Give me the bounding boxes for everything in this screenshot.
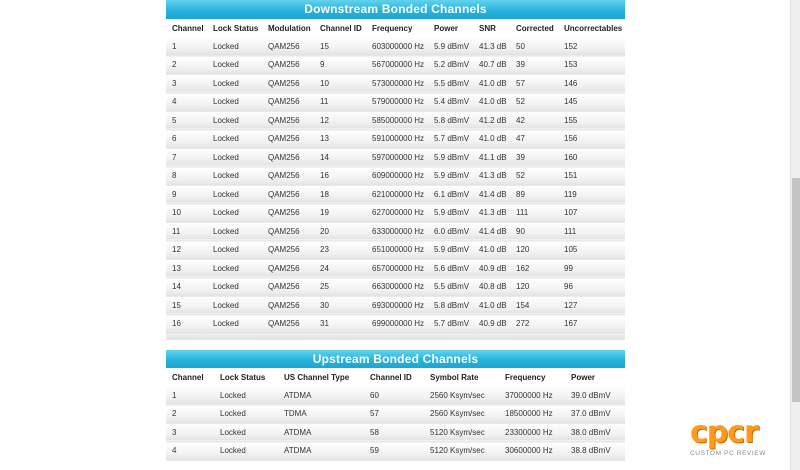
table-cell: 272 (510, 315, 558, 334)
cpcr-watermark-logo (690, 415, 786, 466)
table-cell: 657000000 Hz (366, 259, 428, 278)
table-cell: 5.9 dBmV (428, 37, 473, 56)
table-cell: 41.3 dB (473, 37, 510, 56)
table-cell: 6.0 dBmV (428, 222, 473, 241)
table-cell: 11 (166, 222, 207, 241)
downstream-column-header: Modulation (262, 19, 314, 37)
upstream-title: Upstream Bonded Channels (166, 350, 625, 368)
downstream-column-header: Lock Status (207, 19, 262, 37)
table-row (166, 204, 625, 223)
table-cell: 57 (364, 405, 424, 424)
downstream-column-header: Uncorrectables (558, 19, 625, 37)
table-cell: 597000000 Hz (366, 148, 428, 167)
table-row (166, 296, 625, 315)
table-cell: 1 (166, 37, 207, 56)
table-cell: 151 (558, 167, 625, 186)
upstream-column-header: Lock Status (214, 368, 278, 386)
table-cell: 609000000 Hz (366, 167, 428, 186)
table-cell: 4 (166, 442, 214, 461)
downstream-panel-footer (166, 334, 625, 340)
table-cell: QAM256 (262, 74, 314, 93)
table-cell: ATDMA (278, 442, 364, 461)
table-cell: 156 (558, 130, 625, 149)
table-cell: 41.2 dB (473, 111, 510, 130)
table-cell: QAM256 (262, 259, 314, 278)
table-cell: 12 (314, 111, 366, 130)
table-cell: Locked (214, 423, 278, 442)
scrollbar-thumb[interactable] (792, 178, 800, 402)
table-cell: 59 (364, 442, 424, 461)
table-cell: 5.4 dBmV (428, 93, 473, 112)
table-cell: 591000000 Hz (366, 130, 428, 149)
table-cell: QAM256 (262, 185, 314, 204)
downstream-column-header: Frequency (366, 19, 428, 37)
table-cell: 5.5 dBmV (428, 278, 473, 297)
table-cell: Locked (207, 259, 262, 278)
table-cell: 39.0 dBmV (565, 386, 625, 405)
upstream-table-header (166, 368, 625, 386)
table-cell: QAM256 (262, 222, 314, 241)
table-cell: 2 (166, 56, 207, 75)
table-cell: Locked (207, 222, 262, 241)
table-row (166, 386, 625, 405)
table-cell: Locked (207, 204, 262, 223)
table-cell: 167 (558, 315, 625, 334)
table-cell: 160 (558, 148, 625, 167)
table-cell: Locked (207, 111, 262, 130)
table-cell: 16 (166, 315, 207, 334)
downstream-column-header: Power (428, 19, 473, 37)
table-cell: QAM256 (262, 315, 314, 334)
table-cell: Locked (207, 185, 262, 204)
table-cell: 105 (558, 241, 625, 260)
table-cell: 567000000 Hz (366, 56, 428, 75)
table-cell: QAM256 (262, 204, 314, 223)
table-cell: 146 (558, 74, 625, 93)
table-cell: QAM256 (262, 278, 314, 297)
table-cell: 30 (314, 296, 366, 315)
table-cell: 42 (510, 111, 558, 130)
table-cell: 99 (558, 259, 625, 278)
table-cell: 4 (166, 93, 207, 112)
table-cell: Locked (214, 386, 278, 405)
table-cell: 5.7 dBmV (428, 315, 473, 334)
table-cell: 107 (558, 204, 625, 223)
table-cell: 3 (166, 423, 214, 442)
table-cell: 5.8 dBmV (428, 111, 473, 130)
table-cell: 15 (166, 296, 207, 315)
upstream-table-body (166, 386, 625, 460)
downstream-column-header: Corrected (510, 19, 558, 37)
table-cell: QAM256 (262, 241, 314, 260)
table-cell: Locked (214, 405, 278, 424)
table-cell: 5.9 dBmV (428, 204, 473, 223)
table-cell: QAM256 (262, 167, 314, 186)
table-cell: 41.3 dB (473, 167, 510, 186)
table-cell: 60 (364, 386, 424, 405)
table-cell: 23 (314, 241, 366, 260)
table-cell: 41.4 dB (473, 185, 510, 204)
table-cell: 2560 Ksym/sec (424, 405, 499, 424)
table-cell: 6 (166, 130, 207, 149)
table-cell: 119 (558, 185, 625, 204)
table-cell: 111 (558, 222, 625, 241)
table-cell: 31 (314, 315, 366, 334)
table-row (166, 405, 625, 424)
table-row (166, 74, 625, 93)
downstream-panel (166, 0, 625, 340)
table-cell: 9 (314, 56, 366, 75)
table-cell: 5.9 dBmV (428, 241, 473, 260)
table-cell: 25 (314, 278, 366, 297)
table-cell: Locked (207, 296, 262, 315)
table-cell: 41.0 dB (473, 74, 510, 93)
table-cell: 41.0 dB (473, 130, 510, 149)
table-cell: 5.5 dBmV (428, 74, 473, 93)
table-cell: 58 (364, 423, 424, 442)
table-cell: 41.4 dB (473, 222, 510, 241)
table-cell: 23300000 Hz (499, 423, 565, 442)
table-cell: 699000000 Hz (366, 315, 428, 334)
table-cell: QAM256 (262, 56, 314, 75)
table-cell: 693000000 Hz (366, 296, 428, 315)
table-cell: 145 (558, 93, 625, 112)
table-cell: QAM256 (262, 148, 314, 167)
table-cell: 5.9 dBmV (428, 167, 473, 186)
table-cell: 7 (166, 148, 207, 167)
table-cell: 14 (314, 148, 366, 167)
table-cell: 15 (314, 37, 366, 56)
table-cell: 52 (510, 93, 558, 112)
table-cell: QAM256 (262, 130, 314, 149)
table-cell: 41.1 dB (473, 148, 510, 167)
table-cell: 627000000 Hz (366, 204, 428, 223)
table-cell: 5120 Ksym/sec (424, 442, 499, 461)
table-cell: 579000000 Hz (366, 93, 428, 112)
table-cell: 14 (166, 278, 207, 297)
downstream-column-header: Channel ID (314, 19, 366, 37)
upstream-column-header: US Channel Type (278, 368, 364, 386)
table-cell: 37000000 Hz (499, 386, 565, 405)
table-cell: 120 (510, 241, 558, 260)
upstream-column-header: Frequency (499, 368, 565, 386)
table-cell: 47 (510, 130, 558, 149)
vertical-scrollbar[interactable] (790, 0, 800, 470)
table-cell: 6.1 dBmV (428, 185, 473, 204)
table-cell: 40.9 dB (473, 315, 510, 334)
table-cell: 16 (314, 167, 366, 186)
table-cell: 663000000 Hz (366, 278, 428, 297)
table-cell: 621000000 Hz (366, 185, 428, 204)
table-cell: QAM256 (262, 37, 314, 56)
table-cell: 8 (166, 167, 207, 186)
table-cell: 30600000 Hz (499, 442, 565, 461)
upstream-column-header: Power (565, 368, 625, 386)
table-cell: 39 (510, 148, 558, 167)
table-cell: 41.0 dB (473, 241, 510, 260)
table-cell: 40.8 dB (473, 278, 510, 297)
downstream-column-header: SNR (473, 19, 510, 37)
table-row (166, 315, 625, 334)
table-row (166, 56, 625, 75)
table-row (166, 423, 625, 442)
table-cell: 13 (166, 259, 207, 278)
table-cell: 585000000 Hz (366, 111, 428, 130)
table-cell: 37.0 dBmV (565, 405, 625, 424)
table-row (166, 167, 625, 186)
table-row (166, 442, 625, 461)
table-cell: 603000000 Hz (366, 37, 428, 56)
table-cell: 39 (510, 56, 558, 75)
table-row (166, 148, 625, 167)
table-row (166, 278, 625, 297)
downstream-title: Downstream Bonded Channels (166, 0, 625, 19)
table-cell: 153 (558, 56, 625, 75)
table-cell: 40.7 dB (473, 56, 510, 75)
table-cell: 5 (166, 111, 207, 130)
table-cell: 10 (314, 74, 366, 93)
table-cell: 41.0 dB (473, 296, 510, 315)
table-cell: ATDMA (278, 423, 364, 442)
downstream-table (166, 19, 625, 334)
table-cell: 12 (166, 241, 207, 260)
table-row (166, 241, 625, 260)
table-cell: 162 (510, 259, 558, 278)
watermark-tagline: CUSTOM PC REVIEW (690, 450, 766, 457)
upstream-column-header: Symbol Rate (424, 368, 499, 386)
upstream-table (166, 368, 625, 461)
table-cell: 9 (166, 185, 207, 204)
table-cell: Locked (207, 37, 262, 56)
table-cell: QAM256 (262, 93, 314, 112)
table-cell: Locked (207, 148, 262, 167)
table-cell: 38.8 dBmV (565, 442, 625, 461)
table-cell: 41.0 dB (473, 93, 510, 112)
table-cell: Locked (207, 315, 262, 334)
table-row (166, 185, 625, 204)
table-cell: 633000000 Hz (366, 222, 428, 241)
table-cell: 5.6 dBmV (428, 259, 473, 278)
table-cell: Locked (214, 442, 278, 461)
table-cell: 5.8 dBmV (428, 296, 473, 315)
watermark-logo-text: cpcr (690, 415, 758, 450)
upstream-column-header: Channel ID (364, 368, 424, 386)
table-cell: 5120 Ksym/sec (424, 423, 499, 442)
table-row (166, 130, 625, 149)
downstream-table-body (166, 37, 625, 333)
table-row (166, 222, 625, 241)
table-cell: 19 (314, 204, 366, 223)
table-cell: 50 (510, 37, 558, 56)
table-cell: Locked (207, 130, 262, 149)
table-cell: 5.9 dBmV (428, 148, 473, 167)
table-cell: 573000000 Hz (366, 74, 428, 93)
table-cell: 2 (166, 405, 214, 424)
table-cell: QAM256 (262, 111, 314, 130)
table-cell: 18500000 Hz (499, 405, 565, 424)
table-cell: 52 (510, 167, 558, 186)
table-cell: 11 (314, 93, 366, 112)
table-cell: 1 (166, 386, 214, 405)
upstream-panel (166, 350, 625, 461)
table-cell: 90 (510, 222, 558, 241)
table-cell: 5.2 dBmV (428, 56, 473, 75)
table-cell: 3 (166, 74, 207, 93)
table-cell: 10 (166, 204, 207, 223)
table-cell: 96 (558, 278, 625, 297)
table-cell: 127 (558, 296, 625, 315)
table-cell: Locked (207, 278, 262, 297)
table-cell: 651000000 Hz (366, 241, 428, 260)
table-cell: 2560 Ksym/sec (424, 386, 499, 405)
table-cell: 20 (314, 222, 366, 241)
table-row (166, 37, 625, 56)
table-row (166, 93, 625, 112)
downstream-table-header (166, 19, 625, 37)
table-cell: 152 (558, 37, 625, 56)
table-cell: 41.3 dB (473, 204, 510, 223)
table-cell: ATDMA (278, 386, 364, 405)
table-cell: Locked (207, 167, 262, 186)
table-cell: Locked (207, 56, 262, 75)
table-cell: 5.7 dBmV (428, 130, 473, 149)
table-cell: 57 (510, 74, 558, 93)
table-row (166, 259, 625, 278)
table-cell: 38.0 dBmV (565, 423, 625, 442)
table-cell: 154 (510, 296, 558, 315)
table-cell: 120 (510, 278, 558, 297)
table-cell: 40.9 dB (473, 259, 510, 278)
table-cell: Locked (207, 93, 262, 112)
table-cell: 18 (314, 185, 366, 204)
table-cell: QAM256 (262, 296, 314, 315)
table-cell: 89 (510, 185, 558, 204)
table-cell: 24 (314, 259, 366, 278)
table-cell: 13 (314, 130, 366, 149)
table-cell: Locked (207, 241, 262, 260)
table-row (166, 111, 625, 130)
downstream-column-header: Channel (166, 19, 207, 37)
table-cell: 111 (510, 204, 558, 223)
upstream-column-header: Channel (166, 368, 214, 386)
table-cell: TDMA (278, 405, 364, 424)
table-cell: 155 (558, 111, 625, 130)
table-cell: Locked (207, 74, 262, 93)
